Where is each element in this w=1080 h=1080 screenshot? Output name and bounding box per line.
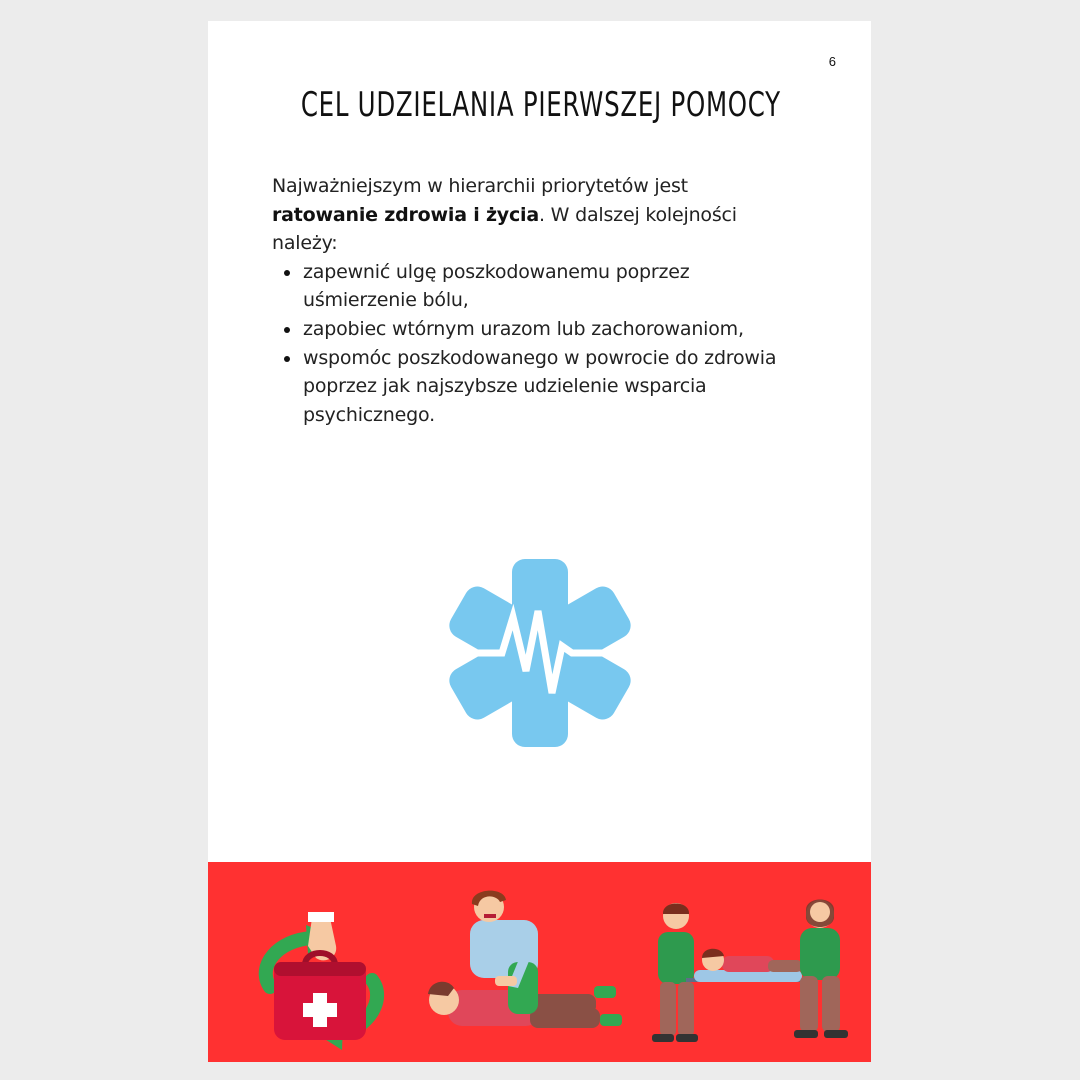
page-title: CEL UDZIELANIA PIERWSZEJ POMOCY: [300, 85, 781, 125]
intro-text-start: Najważniejszym w hierarchii priorytetów jest: [272, 175, 688, 197]
intro-paragraph: [272, 172, 792, 258]
list-item: zapobiec wtórnym urazom lub zachorowaniom,: [272, 315, 792, 344]
intro-bold-text: ratowanie zdrowia i życia: [272, 203, 539, 226]
list-item: wspomóc poszkodowanego w powrocie do zdrowia poprzez jak najszybsze udzielenie wsparcia psychicznego.: [272, 344, 792, 430]
document-page: [208, 21, 871, 1062]
intro-text-end: . W dalszej kolejności należy:: [272, 203, 737, 255]
page-number: 6: [828, 54, 836, 69]
illustration-banner: [208, 862, 871, 1062]
list-item: zapewnić ulgę poszkodowanemu poprzez uśmierzenie bólu,: [272, 258, 792, 315]
body-text: [272, 172, 792, 429]
star-of-life-heartbeat-icon: [448, 558, 632, 748]
priority-list: [272, 258, 792, 430]
